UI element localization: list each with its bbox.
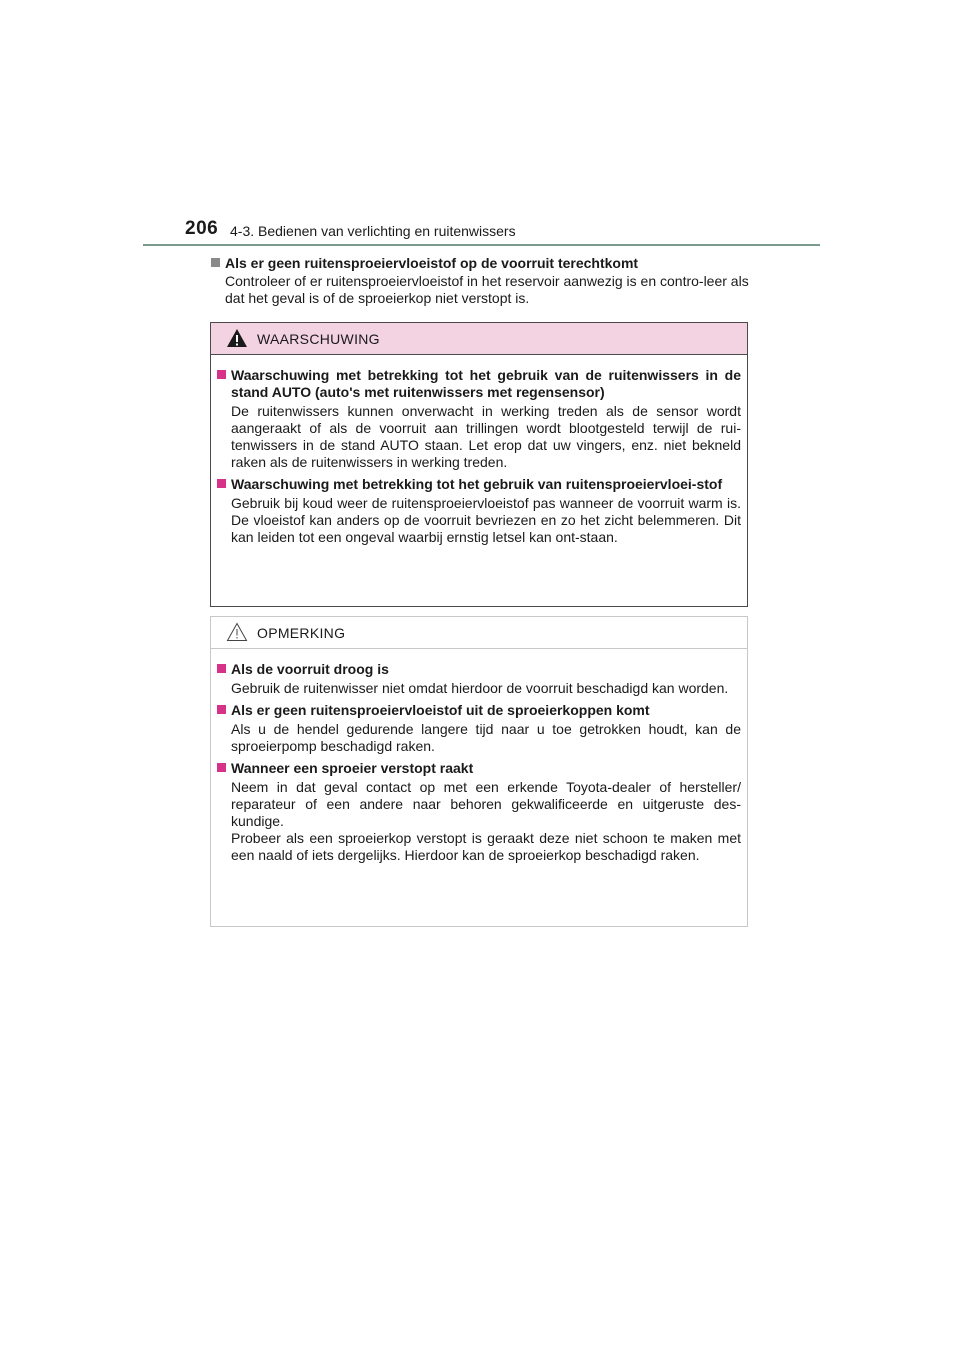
note-item-body: Als u de hendel gedurende langere tijd naar u toe getrokken houdt, kan de sproeierpomp beschadigd raken. — [231, 721, 741, 754]
square-bullet-icon — [217, 479, 226, 488]
intro-section — [211, 255, 751, 307]
warning-box — [210, 322, 748, 607]
caution-triangle-icon — [226, 622, 248, 642]
warning-triangle-icon — [226, 328, 248, 348]
square-bullet-icon — [217, 763, 226, 772]
note-box — [210, 616, 748, 927]
note-item-heading-text: Als er geen ruitensproeiervloeistof uit de sproeierkoppen komt — [231, 702, 650, 718]
note-item-heading — [217, 760, 741, 777]
note-content — [211, 649, 747, 864]
warning-content — [211, 355, 747, 546]
note-item-heading — [217, 661, 741, 678]
page-number: 206 — [185, 218, 219, 239]
warning-item-heading — [217, 476, 741, 493]
note-item-body: Neem in dat geval contact op met een erkende Toyota-dealer of hersteller/ reparateur of een andere naar behoren gekwalificeerde en uitgeruste des-kundige. Probeer als een sproeierkop verstopt is geraakt deze niet schoon te maken met een naald of iets dergelijks. Hierdoor kan de sproeierkop beschadigd raken. — [231, 779, 741, 863]
note-item-heading — [217, 702, 741, 719]
note-item-body: Gebruik de ruitenwisser niet omdat hierdoor de voorruit beschadigd kan worden. — [231, 680, 729, 696]
square-bullet-icon — [217, 370, 226, 379]
intro-heading-text: Als er geen ruitensproeiervloeistof op de voorruit terechtkomt — [225, 255, 639, 271]
square-bullet-icon — [217, 705, 226, 714]
warning-item-body: Gebruik bij koud weer de ruitensproeiervloeistof pas wanneer de voorruit warm is. De vloeistof kan anders op de voorruit bevriezen en zo het zicht belemmeren. Dit kan leiden tot een ongeval waarbij ernstig letsel kan ont-staan. — [231, 495, 741, 545]
warning-label: WAARSCHUWING — [257, 331, 380, 347]
square-bullet-icon — [211, 258, 220, 267]
warning-item-heading-text: Waarschuwing met betrekking tot het gebruik van de ruitenwissers in de stand AUTO (auto's met ruitenwissers met regensensor) — [231, 367, 741, 400]
note-header — [211, 617, 747, 649]
section-title: 4-3. Bedienen van verlichting en ruitenwissers — [230, 223, 516, 239]
warning-item-heading-text: Waarschuwing met betrekking tot het gebruik van ruitensproeiervloei-stof — [231, 476, 723, 492]
square-bullet-icon — [217, 664, 226, 673]
page-header — [143, 214, 820, 246]
note-item-heading-text: Als de voorruit droog is — [231, 661, 389, 677]
warning-item-body: De ruitenwissers kunnen onverwacht in werking treden als de sensor wordt aangeraakt of als de voorruit aan trillingen wordt blootgesteld terwijl de rui-tenwissers in de stand AUTO staan. Let erop dat uw vingers, enz. niet bekneld raken als de ruitenwissers in werking treden. — [231, 403, 741, 470]
header-divider — [143, 244, 820, 246]
warning-item-heading — [217, 367, 741, 401]
intro-heading — [211, 255, 751, 272]
note-label: OPMERKING — [257, 625, 346, 641]
warning-header — [211, 323, 747, 355]
intro-body: Controleer of er ruitensproeiervloeistof in het reservoir aanwezig is en contro-leer als dat het geval is of de sproeierkop niet verstopt is. — [225, 273, 749, 306]
note-item-heading-text: Wanneer een sproeier verstopt raakt — [231, 760, 474, 776]
